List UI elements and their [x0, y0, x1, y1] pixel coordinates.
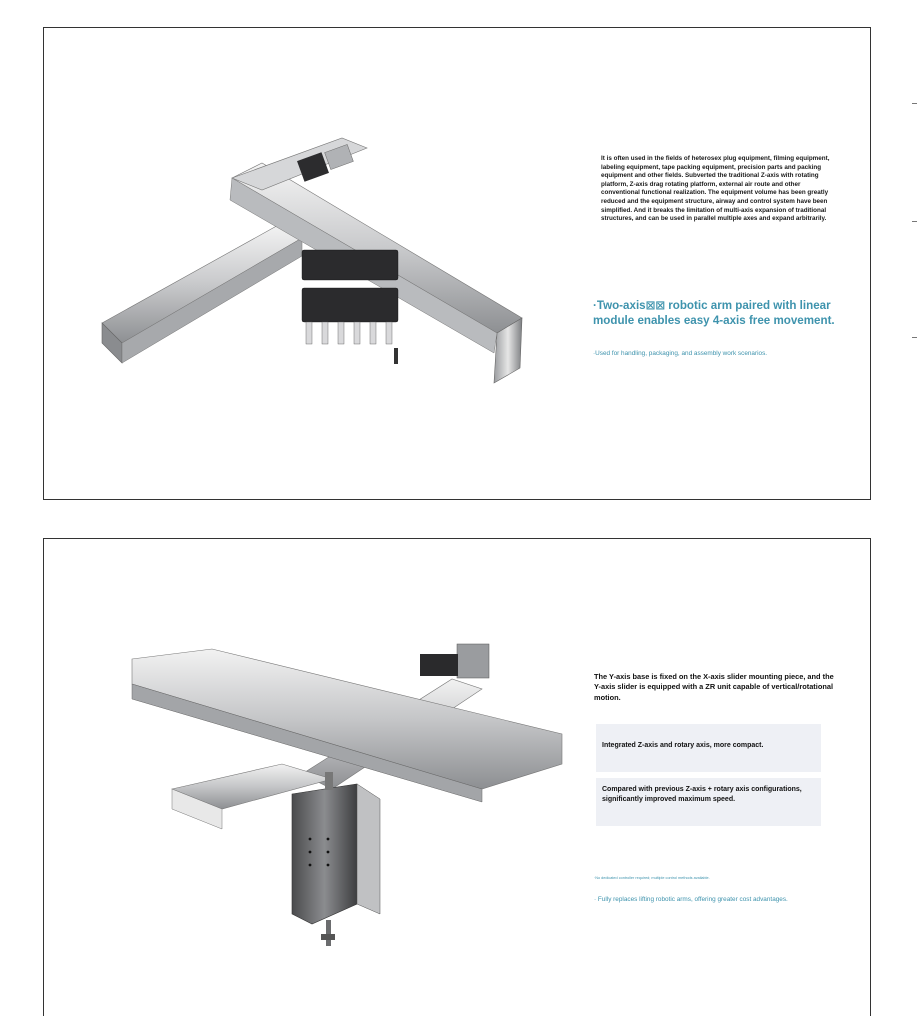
feature-text: Integrated Z-axis and rotary axis, more compact.: [602, 742, 764, 749]
product-description: It is often used in the fields of heterosex plug equipment, filming equipment, labeling equipment, tape packing equipment, precision parts and packing equipment and other fields. Subverted the traditional Z-axis with rotating platform, Z-axis drag rotating platform, external air route and other conventional functional realization. The equipment volume has been greatly reduced and the equipment structure, airway and control system have been simplified. And it breaks the limitation of multi-axis expansion of traditional structures, and can be used in parallel multiple axes and expand arbitrarily.: [601, 155, 830, 223]
product-panel-2: [43, 538, 871, 1016]
usage-note: ·Used for handling, packaging, and assembly work scenarios.: [593, 350, 768, 357]
gantry-robot-image: [102, 138, 542, 408]
axis-description: The Y-axis base is fixed on the X-axis slider mounting piece, and the Y-axis slider is equipped with a ZR unit capable of vertical/rotational motion.: [594, 672, 834, 702]
xy-zr-robot-image: [132, 624, 532, 954]
edge-tick: [912, 337, 917, 338]
edge-tick: [912, 221, 917, 222]
replacement-note: · Fully replaces lifting robotic arms, offering greater cost advantages.: [594, 896, 788, 903]
controller-note: ·No dedicated controller required; multiple control methods available.: [594, 876, 710, 880]
feature-text: Compared with previous Z-axis + rotary axis configurations, significantly improved maximum speed.: [602, 786, 802, 803]
edge-tick: [912, 103, 917, 104]
product-panel-1: [43, 27, 871, 500]
feature-box-compact: [596, 724, 821, 772]
feature-headline: ·Two-axis⊠⊠ robotic arm paired with linear module enables easy 4-axis free movement.: [593, 299, 835, 327]
feature-box-speed: [596, 778, 821, 826]
